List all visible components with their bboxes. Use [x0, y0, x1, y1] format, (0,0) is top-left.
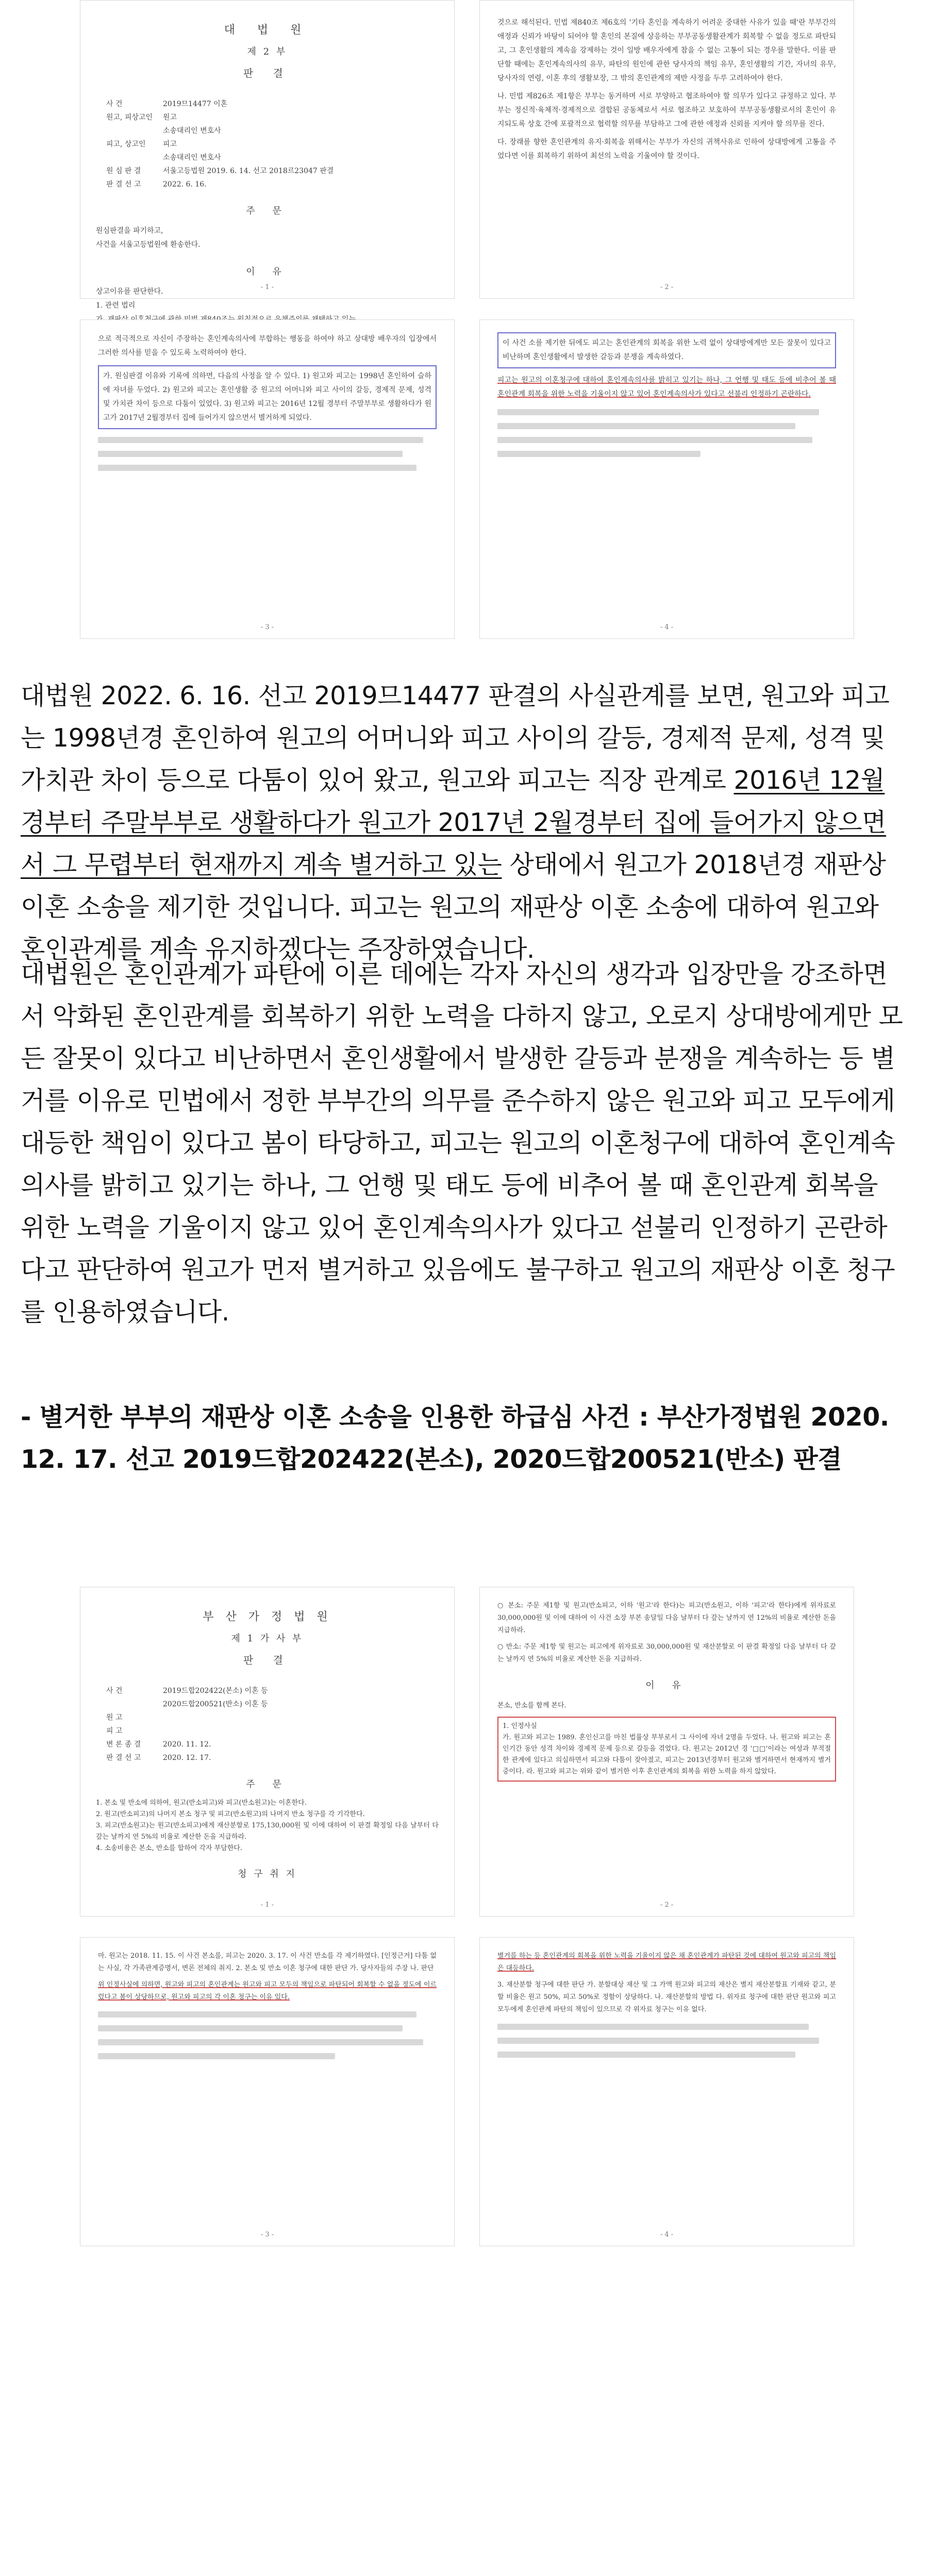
underlined-fact: 2016년 12월경부터 주말부부로 생활하다가 원고가 2017년 2월경부터 집에 들어가지 않으면서 그 무렵부터 현재까지 계속 별거하고 있는 — [21, 766, 887, 879]
underlined-holding: 피고는 원고의 이혼청구에 대하여 혼인계속의사를 밝히고 있기는 하나, 그 언행 및 태도 등에 비추어 볼 때 혼인관계 회복을 위한 노력을 기울이지 않고 있어 혼인계속의사가 있다고 선불리 인정하기 곤란하다. — [497, 376, 836, 398]
order-line-2: 사건을 서울고등법원에 환송한다. — [96, 241, 201, 249]
claim-text: ○ 본소: 주문 제1항 및 원고(반소피고, 이하 '원고'라 한다)는 피고(반소원고, 이하 '피고'라 한다)에게 위자료로 30,000,000원 및 이에 대하여 이 사건 소장 부본 송달일 다음 날부터 다 갚는 날까지 연 12%의 비율로 계산한 돈을 지급하라. — [497, 1602, 836, 1634]
order-item: 1. 본소 및 반소에 의하여, 원고(반소피고)와 피고(반소원고)는 이혼한다. — [96, 1799, 307, 1807]
text-lines — [497, 409, 836, 457]
page-number: - 4 - — [660, 2231, 674, 2239]
doc2-page-2 — [479, 1587, 854, 1917]
order-item: 3. 피고(반소원고)는 원고(반소피고)에게 재산분할로 175,130,000원 및 이에 대하여 이 판결 확정일 다음 날부터 다 갚는 날까지 연 5%의 비율로 계산한 돈을 지급하라. — [96, 1822, 439, 1841]
highlight-box: 이 사건 소를 제기한 뒤에도 피고는 혼인관계의 회복을 위한 노력 없이 상대방에게만 모든 잘못이 있다고 비난하며 혼인생활에서 발생한 갈등과 분쟁을 계속하였다. — [497, 332, 836, 368]
page-number: - 3 - — [260, 623, 274, 631]
body-text-c: 다. 장래를 향한 혼인관계의 유지·회복을 위해서는 부부가 자신의 귀책사유로 인하여 상대방에게 고통을 주었다면 이를 회복하기 위하여 최선의 노력을 기울여야 할 것이다. — [497, 138, 836, 160]
reason-intro: 상고이유를 판단한다. — [96, 287, 163, 296]
doc2-page-1 — [80, 1587, 455, 1917]
reason-intro: 본소, 반소를 함께 본다. — [497, 1702, 566, 1709]
box-title: 1. 인정사실 — [503, 1722, 537, 1730]
division: 제 1 가 사 부 — [231, 1633, 304, 1644]
reason-heading: 이 유 — [645, 1680, 688, 1691]
body-text: 마. 원고는 2018. 11. 15. 이 사건 본소를, 피고는 2020. 3. 17. 이 사건 반소를 각 제기하였다. [인정근거] 다툼 없는 사실, 각 가족관계증명서, 변론 전체의 취지. 2. 본소 및 반소 이혼 청구에 대한 판단 가. 당사자들의 주장 나. 판단 — [98, 1952, 437, 1972]
order-line-1: 원심판결을 파기하고, — [96, 227, 163, 235]
underlined-holding: 별거를 하는 등 혼인관계의 회복을 위한 노력을 기울이지 않은 채 혼인관계가 파탄된 것에 대하여 원고와 피고의 책임은 대등하다. — [497, 1952, 836, 1972]
body-text: 으로 적극적으로 자신이 주장하는 혼인계속의사에 부합하는 행동을 하여야 하고 상대방 배우자의 입장에서 그러한 의사를 믿을 수 있도록 노력하여야 한다. — [98, 335, 437, 357]
article-paragraph-1: 대법원 2022. 6. 16. 선고 2019므14477 판결의 사실관계를 보면, 원고와 피고는 1998년경 혼인하여 원고의 어머니와 피고 사이의 갈등, 경제적 문제, 성격 및 가치관 차이 등으로 다툼이 있어 왔고, 원고와 피고는 직장 관계로 2016년 12월경부터 주말부부로 생활하다가 원고가 2017년 2월경부터 집에 들어가지 않으면서 그 무렵부터 현재까지 계속 별거하고 있는 상태에서 원고가 2018년경 재판상 이혼 소송을 제기한 것입니다. 피고는 원고의 재판상 이혼 소송에 대하여 원고와 혼인관계를 계속 유지하겠다는 주장하였습니다. — [21, 681, 890, 964]
case-meta: 사 건 2019드합202422(본소) 이혼 등 2020드합200521(반소) 이혼 등 원 고 피 고 변 론 종 결 2020. 11. 12. 판 결 선 고 2020. 12. 17. — [106, 1687, 268, 1762]
page-number: - 4 - — [660, 623, 674, 631]
doc2-page-3 — [80, 1937, 455, 2246]
court-name: 부 산 가 정 법 원 — [203, 1611, 332, 1623]
page-number: - 1 - — [260, 1901, 274, 1909]
highlight-box — [497, 1717, 836, 1782]
doc1-page-2 — [479, 0, 854, 299]
box-body: 가. 원고와 피고는 1989. 혼인신고를 마친 법률상 부부로서 그 사이에 자녀 2명을 두었다. 나. 원고와 피고는 혼인기간 동안 성격 차이와 경제적 문제 등으로 갈등을 겪었다. 다. 원고는 2012년 경 '□□'이라는 여성과 부적절한 관계에 있다고 의심하면서 피고와 다툼이 잦아졌고, 피고는 2013년경부터 원고와 별거하면서 현재까지 별거 중이다. 라. 원고와 피고는 위와 같이 별거한 이후 혼인관계의 회복을 위한 노력을 하지 않았다. — [503, 1734, 831, 1775]
document-type: 판 결 — [243, 1654, 291, 1666]
order-item: 2. 원고(반소피고)의 나머지 본소 청구 및 피고(반소원고)의 나머지 반소 청구를 각 기각한다. — [96, 1810, 365, 1818]
body-text: 것으로 해석된다. 민법 제840조 제6호의 '기타 혼인을 계속하기 어려운 중대한 사유가 있을 때'란 부부간의 애정과 신뢰가 바탕이 되어야 할 혼인의 본질에 상응하는 부부공동생활관계가 회복할 수 없을 정도로 파탄되고, 그 혼인생활의 계속을 강제하는 것이 일방 배우자에게 참을 수 없는 고통이 되는 경우를 말한다. 이를 판단할 때에는 혼인계속의사의 유무, 파탄의 원인에 관한 당사자의 책임 유무, 혼인생활의 기간, 자녀의 유무, 당사자의 연령, 이혼 후의 생활보장, 그 밖의 혼인관계의 제반 사정을 두루 고려하여야 한다. — [497, 19, 836, 82]
order-heading: 주 문 — [246, 206, 289, 216]
order-item: 4. 소송비용은 본소, 반소를 합하여 각자 부담한다. — [96, 1844, 243, 1852]
order-heading: 주 문 — [246, 1779, 289, 1790]
case-meta: 사 건 2019므14477 이혼 원고, 피상고인 원고 소송대리인 변호사 피고, 상고인 피고 소송대리인 변호사 원 심 판 결 서울고등법원 2019. 6. 14. 선고 2018르23047 판결 판 결 선 고 2022. 6. 16. — [106, 100, 334, 189]
doc1-page-4 — [479, 319, 854, 639]
claim-heading: 청 구 취 지 — [238, 1869, 297, 1879]
page-number: - 1 - — [260, 283, 274, 291]
doc1-page-3 — [80, 319, 455, 639]
doc1-page-1 — [80, 0, 455, 310]
lower-court-case-heading: - 별거한 부부의 재판상 이혼 소송을 인용한 하급심 사건 : 부산가정법원 2020. 12. 17. 선고 2019드합202422(본소), 2020드합200521(반소) 판결 — [21, 1402, 889, 1474]
reason-section-1: 1. 관련 법리 — [96, 301, 136, 310]
body-text-b: 나. 민법 제826조 제1항은 부부는 동거하며 서로 부양하고 협조하여야 할 의무가 있다고 규정하고 있다. 부부는 정신적·육체적·경제적으로 결합된 공동체로서 서로 협조하고 보호하여 부부공동생활로서의 혼인이 유지되도록 상호 간에 포괄적으로 협력할 의무를 부담하고 그에 관한 애정과 신뢰를 지켜야 할 의무를 진다. — [497, 92, 836, 128]
page-number: - 2 - — [660, 283, 674, 291]
text-lines — [98, 437, 437, 471]
text-lines — [98, 2011, 437, 2059]
page-number: - 2 - — [660, 1901, 674, 1909]
court-name: 대 법 원 — [224, 24, 311, 37]
article-paragraph-2: 대법원은 혼인관계가 파탄에 이른 데에는 각자 자신의 생각과 입장만을 강조하면서 악화된 혼인관계를 회복하기 위한 노력을 다하지 않고, 오로지 상대방에게만 모든 잘못이 있다고 비난하면서 혼인생활에서 발생한 갈등과 분쟁을 계속하는 등 별거를 이유로 민법에서 정한 부부간의 의무를 준수하지 않은 원고와 피고 모두에게 대등한 책임이 있다고 봄이 타당하고, 피고는 원고의 이혼청구에 대하여 혼인계속의사를 밝히고 있기는 하나, 그 언행 및 태도 등에 비추어 볼 때 혼인관계 회복을 위한 노력을 기울이지 않고 있어 혼인계속의사가 있다고 섣불리 인정하기 곤란하다고 판단하여 원고가 먼저 별거하고 있음에도 불구하고 원고의 재판상 이혼 청구를 인용하였습니다. — [21, 959, 903, 1327]
text-lines — [497, 2024, 836, 2058]
document-type: 판 결 — [243, 67, 291, 79]
highlight-box: 가. 원심판결 이유와 기록에 의하면, 다음의 사정을 알 수 있다. 1) 원고와 피고는 1998년 혼인하여 슬하에 자녀를 두었다. 2) 원고와 피고는 혼인생활 중 원고의 어머니와 피고 사이의 갈등, 경제적 문제, 성격 및 가치관 차이 등으로 다툼이 있었다. 3) 원고와 피고는 2016년 12월 경부터 주말부부로 생활하다가 원고가 2017년 2월경부터 집에 들어가지 않으면서 별거하게 되었다. — [98, 365, 437, 429]
page-number: - 3 - — [260, 2231, 274, 2239]
reason-heading: 이 유 — [246, 266, 289, 277]
claim-text: ○ 반소: 주문 제1항 및 원고는 피고에게 위자료로 30,000,000원 및 재산분할로 이 판결 확정일 다음 날부터 다 갚는 날까지 연 5%의 비율로 계산한 돈을 지급하라. — [497, 1643, 836, 1663]
underlined-holding: 위 인정사실에 의하면, 원고와 피고의 혼인관계는 원고와 피고 모두의 책임으로 파탄되어 회복할 수 없을 정도에 이르렀다고 봄이 상당하므로, 원고와 피고의 각 이혼 청구는 이유 있다. — [98, 1981, 437, 2001]
division: 제 2 부 — [247, 46, 288, 57]
body-text: 3. 재산분할 청구에 대한 판단 가. 분할대상 재산 및 그 가액 원고와 피고의 재산은 별지 재산분할표 기재와 같고, 분할 비율은 원고 50%, 피고 50%로 정함이 상당하다. 나. 재산분할의 방법 다. 위자료 청구에 대한 판단 원고와 피고 모두에게 혼인관계 파탄의 책임이 있으므로 각 위자료 청구는 이유 없다. — [497, 1981, 836, 2013]
doc2-page-4 — [479, 1937, 854, 2246]
